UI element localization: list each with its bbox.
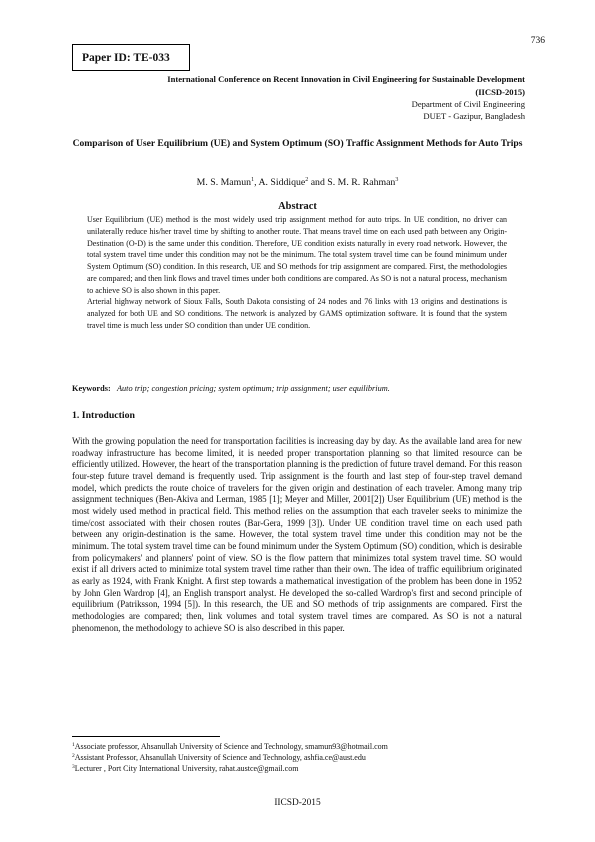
conference-name: International Conference on Recent Innovation in Civil Engineering for Sustainable Development — [167, 74, 525, 84]
abstract-heading: Abstract — [278, 201, 317, 212]
page-footer: IICSD-2015 — [274, 798, 321, 808]
conference-acronym: (IICSD-2015) — [475, 87, 525, 97]
section-body — [72, 436, 522, 634]
footnote-marker: 3 — [72, 764, 75, 770]
footnote-divider — [72, 736, 220, 737]
author-3: S. M. R. Rahman — [327, 177, 396, 188]
author-1-affiliation: 1 — [251, 177, 255, 183]
conference-location: DUET - Gazipur, Bangladesh — [423, 111, 525, 121]
author-1: M. S. Mamun — [196, 177, 252, 188]
abstract-paragraph-1: User Equilibrium (UE) method is the most widely used trip assignment method for auto trips. In UE condition, no driver can unilaterally reduce his/her travel time by shifting to another route. That means travel time on each used path between any Origin-Destination (O-D) is the same under this condition. Therefore, UE condition exists naturally in every road network. However, the total system travel time under this condition may not be the minimum. The total system travel time can be found minimum under System Optimum (SO) condition. In this research, UE and SO methods for trip assignment are compared. First, the methodologies are compared; and then link flows and travel times under both conditions are compared. As SO is not a natural process, mechanism to achieve SO is also shown in this paper. — [87, 215, 507, 295]
section-heading: 1. Introduction — [72, 410, 135, 421]
keywords — [72, 384, 522, 393]
footnote-text: Associate professor, Ahsanullah University of Science and Technology, smamun93@hotmail.com — [74, 742, 388, 751]
keywords-text: Auto trip; congestion pricing; system optimum; trip assignment; user equilibrium. — [116, 384, 390, 393]
abstract-body — [87, 214, 507, 332]
paper-id-box — [72, 44, 190, 71]
footnote-marker: 1 — [72, 742, 75, 748]
introduction-paragraph: With the growing population the need for transportation facilities is increasing day by day. As the available land area for new roadway infrastructure has become limited, it is needed proper transportation planning so that limited resource can be efficiently utilized. However, the heart of the transportation planning is the prediction of future travel demand. For this reason four-step future travel demand is frequently used. Trip assignment is the fourth and last step of four-step travel demand model, which predicts the route choice of travelers for the given origin and destination of each traveler. Among many trip assignment techniques (Ben-Akiva and Lerman, 1985 [1]; Meyer and Miller, 2001[2]) User Equilibrium (UE) method is the most widely used method in practical field. This method relies on the assumption that each traveler seeks to minimize the time/cost associated with their chosen routes (Bar-Gera, 1999 [3]). Under UE condition travel time on each used path between any origin-destination is the same. However, the total system travel time under this condition may not be the minimum. The total system travel time can be found minimum under the System Optimum (SO) condition, which is desirable from policymakers' and planners' point of view. SO is the flow pattern that minimizes total system travel time. SO would exist if all drivers acted to minimize total system travel time rather than their own. The idea of traffic equilibrium originated as early as 1924, with Frank Knight. A first step towards a mathematical investigation of the problem has been done in 1952 by John Glen Wardrop [4], an English transport analyst. He developed the so-called Wardrop's first and second principle of equilibrium (Patriksson, 1994 [5]). In this research, the UE and SO methods of trip assignments are compared. First the methodologies are compared; then, link volumes and total system travel times are compared. As SO is not a natural phenomenon, the methodology to achieve SO is also described in this paper. — [72, 436, 522, 633]
author-separator: and — [308, 177, 328, 188]
conference-department: Department of Civil Engineering — [411, 99, 525, 109]
footnote-marker: 2 — [72, 753, 75, 759]
author-list — [70, 177, 525, 188]
footnote-text: Lecturer , Port City International University, rahat.austce@gmail.com — [74, 764, 299, 773]
author-separator: , — [254, 177, 259, 188]
author-3-affiliation: 3 — [395, 177, 399, 183]
author-2: A. Siddique — [258, 177, 306, 188]
page-number: 736 — [530, 36, 545, 46]
keywords-label: Keywords: — [72, 384, 111, 393]
paper-id: Paper ID: TE-033 — [82, 51, 170, 64]
paper-title: Comparison of User Equilibrium (UE) and System Optimum (SO) Traffic Assignment Methods for Auto Trips — [72, 138, 523, 149]
footnote-text: Assistant Professor, Ahsanullah University of Science and Technology, ashfia.ce@aust.edu — [74, 753, 366, 762]
author-2-affiliation: 2 — [305, 177, 309, 183]
footnote — [72, 762, 298, 775]
abstract-paragraph-2: Arterial highway network of Sioux Falls, South Dakota consisting of 24 nodes and 76 links with 13 origins and destinations is analyzed for both UE and SO conditions. The network is analyzed by GAMS optimization software. It is found that the system travel time is much less under SO condition than under UE condition. — [87, 297, 507, 330]
